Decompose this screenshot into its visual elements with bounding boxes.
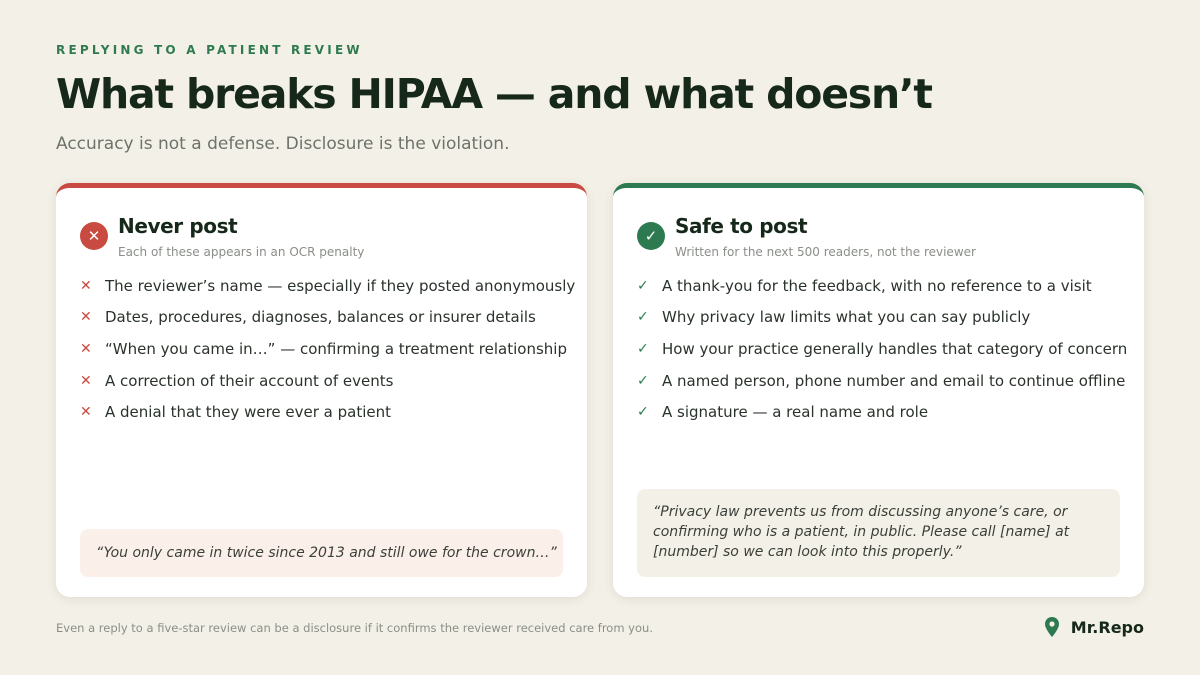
safe-to-post-title: Safe to post <box>675 214 808 238</box>
never-post-title: Never post <box>118 214 238 238</box>
safe-to-post-subtitle: Written for the next 500 readers, not the reviewer <box>675 245 976 259</box>
x-mark-icon: ✕ <box>80 372 92 389</box>
list-item: ✓ A thank-you for the feedback, with no reference to a visit <box>637 276 1092 295</box>
list-item: ✕ Dates, procedures, diagnoses, balances or insurer details <box>80 308 536 327</box>
brand-name: Mr.Repo <box>1070 617 1144 637</box>
list-item: ✓ A named person, phone number and email to continue offline <box>637 371 1126 390</box>
page-subtitle: Accuracy is not a defense. Disclosure is the violation. <box>56 134 510 154</box>
list-item: ✓ How your practice generally handles that category of concern <box>637 339 1128 358</box>
never-post-list <box>80 270 575 428</box>
page-title: What breaks HIPAA — and what doesn’t <box>56 70 932 118</box>
check-mark-icon: ✓ <box>637 340 649 357</box>
x-mark-icon: ✕ <box>80 404 92 421</box>
list-item: ✕ The reviewer’s name — especially if they posted anonymously <box>80 276 576 295</box>
check-mark-icon: ✓ <box>637 404 649 421</box>
check-mark-icon: ✓ <box>637 309 649 326</box>
brand <box>1045 617 1144 637</box>
x-icon: ✕ <box>80 222 108 250</box>
list-item: ✓ A signature — a real name and role <box>637 403 929 422</box>
list-item: ✕ “When you came in…” — confirming a treatment relationship <box>80 339 567 358</box>
never-post-card <box>56 183 587 597</box>
safe-to-post-list <box>637 270 1127 428</box>
eyebrow: REPLYING TO A PATIENT REVIEW <box>56 43 363 57</box>
check-icon: ✓ <box>637 222 665 250</box>
list-item: ✕ A correction of their account of events <box>80 371 394 390</box>
footer-note: Even a reply to a five-star review can be a disclosure if it confirms the reviewer received care from you. <box>56 621 653 635</box>
x-mark-icon: ✕ <box>80 309 92 326</box>
x-mark-icon: ✕ <box>80 340 92 357</box>
x-mark-icon: ✕ <box>80 277 92 294</box>
good-example-quote: “Privacy law prevents us from discussing anyone’s care, or confirming who is a patient, in public. Please call [name] at [number] so we can look into this properly.” <box>637 489 1120 577</box>
list-item: ✓ Why privacy law limits what you can say publicly <box>637 308 1031 327</box>
map-pin-icon <box>1045 617 1059 637</box>
bad-example-quote: “You only came in twice since 2013 and still owe for the crown…” <box>80 529 563 577</box>
check-mark-icon: ✓ <box>637 277 649 294</box>
list-item: ✕ A denial that they were ever a patient <box>80 403 392 422</box>
safe-to-post-card <box>613 183 1144 597</box>
check-mark-icon: ✓ <box>637 372 649 389</box>
never-post-subtitle: Each of these appears in an OCR penalty <box>118 245 365 259</box>
